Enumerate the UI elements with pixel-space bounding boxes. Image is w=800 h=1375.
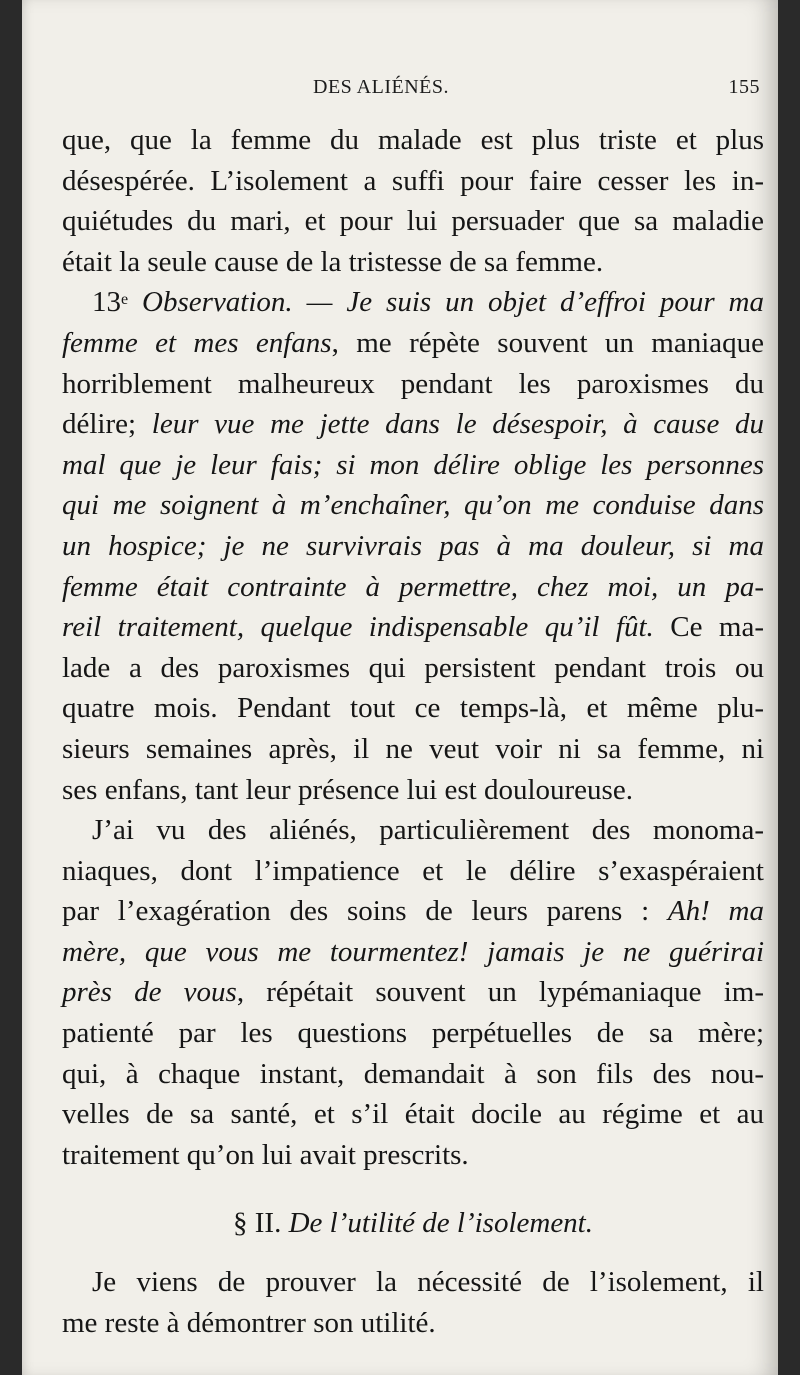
text-line <box>62 120 764 161</box>
text-segment: par l’exagération des soins de leurs parens : <box>62 895 668 928</box>
text-segment: désespérée. L’isolement a suffi pour faire cesser les in- <box>62 164 764 197</box>
text-segment: patienté par les questions perpétuelles de sa mère; <box>62 1017 764 1050</box>
text-line <box>62 688 764 729</box>
text-segment: , me répète souvent un maniaque <box>331 326 765 359</box>
section-title: De l’utilité de l’isolement. <box>288 1207 593 1240</box>
text-segment: velles de sa santé, et s’il était docile au régime et au <box>62 1098 764 1131</box>
text-line <box>62 485 764 526</box>
text-line <box>62 1135 764 1176</box>
text-line <box>62 810 764 851</box>
page-header <box>60 76 760 106</box>
text-line <box>62 364 764 405</box>
paragraphs-after-section <box>62 1262 764 1343</box>
text-segment: Ah! ma <box>667 895 764 928</box>
text-line <box>62 161 764 202</box>
text-segment: leur vue me jette dans le désespoir, à cause du <box>151 408 765 441</box>
text-segment: Observation. — Je suis un objet d’effroi pour ma <box>128 286 764 319</box>
text-segment: qui, à chaque instant, demandait à son fils des nou- <box>62 1057 764 1090</box>
text-line <box>62 770 764 811</box>
text-segment: ses enfans, tant leur présence lui est douloureuse. <box>62 773 633 806</box>
page-number: 155 <box>728 76 760 98</box>
section-number: § II. <box>233 1207 282 1240</box>
text-segment: Ce ma- <box>653 611 764 644</box>
text-segment: niaques, dont l’impatience et le délire s’exaspéraient <box>62 854 764 887</box>
text-line <box>62 1054 764 1095</box>
text-line <box>62 607 764 648</box>
text-segment: traitement qu’on lui avait prescrits. <box>62 1138 469 1171</box>
text-line <box>62 242 764 283</box>
text-segment: Je viens de prouver la nécessité de l’isolement, il <box>92 1266 764 1299</box>
text-segment: sieurs semaines après, il ne veut voir ni sa femme, ni <box>62 732 764 765</box>
book-page <box>22 0 778 1375</box>
text-segment: un hospice; je ne survivrais pas à ma douleur, si ma <box>62 529 764 562</box>
text-segment: quatre mois. Pendant tout ce temps-là, et même plu- <box>62 692 764 725</box>
text-line <box>62 201 764 242</box>
text-line <box>62 282 764 323</box>
text-line <box>62 526 764 567</box>
text-segment: près de vous <box>62 976 237 1009</box>
text-line <box>62 323 764 364</box>
text-segment: femme et mes enfans <box>62 326 332 359</box>
text-segment: 13 <box>92 286 121 319</box>
superscript: e <box>121 291 129 309</box>
paragraphs <box>62 120 764 1175</box>
running-title: DES ALIÉNÉS. <box>313 76 449 98</box>
text-segment: horriblement malheureux pendant les paroxismes du <box>62 367 764 400</box>
text-line <box>62 891 764 932</box>
text-line <box>62 1303 764 1344</box>
text-segment: délire; <box>62 408 152 441</box>
text-segment: lade a des paroxismes qui persistent pendant trois ou <box>62 651 764 684</box>
body-text <box>62 120 764 1343</box>
text-segment: J’ai vu des aliénés, particulièrement des monoma- <box>92 814 764 847</box>
text-line <box>62 1262 764 1303</box>
text-segment: quiétudes du mari, et pour lui persuader que sa maladie <box>62 205 764 238</box>
text-segment: mère, que vous me tourmentez! jamais je ne guérirai <box>62 935 764 968</box>
section-heading <box>62 1203 764 1244</box>
text-line <box>62 851 764 892</box>
text-line <box>62 445 764 486</box>
text-segment: , répétait souvent un lypémaniaque im- <box>236 976 764 1009</box>
text-segment: femme était contrainte à permettre, chez moi, un pa- <box>62 570 764 603</box>
text-line <box>62 567 764 608</box>
text-segment: qui me soignent à m’enchaîner, qu’on me conduise dans <box>62 489 764 522</box>
text-line <box>62 932 764 973</box>
text-segment: était la seule cause de la tristesse de sa femme. <box>62 245 604 278</box>
text-line <box>62 1094 764 1135</box>
text-segment: me reste à démontrer son utilité. <box>62 1306 436 1339</box>
text-segment: que, que la femme du malade est plus triste et plus <box>62 124 764 156</box>
text-line <box>62 1013 764 1054</box>
text-line <box>62 404 764 445</box>
text-line <box>62 729 764 770</box>
text-line <box>62 648 764 689</box>
text-line <box>62 972 764 1013</box>
text-segment: mal que je leur fais; si mon délire oblige les personnes <box>62 448 764 481</box>
text-segment: reil traitement, quelque indispensable qu’il fût. <box>62 611 654 644</box>
